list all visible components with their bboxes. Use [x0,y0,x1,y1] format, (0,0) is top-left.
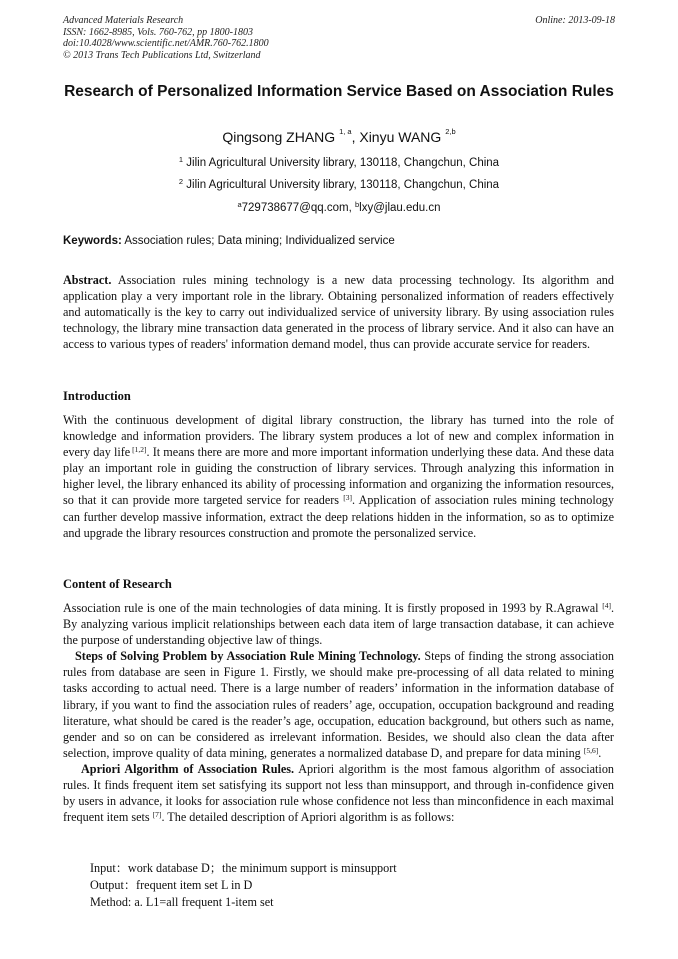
apriori-label: Apriori Algorithm of Association Rules. [81,761,295,776]
affiliation-2-sup: 2 [178,177,184,186]
affiliation-2 [63,179,615,191]
affiliation-2-text: Jilin Agricultural University library, 130118, Changchun, China [186,179,500,191]
algorithm-method: Method: a. L1=all frequent 1-item set [90,895,274,909]
content-heading: Content of Research [63,577,172,591]
doi: doi:10.4028/www.scientific.net/AMR.760-762.1800 [63,38,269,49]
abstract-text: Association rules mining technology is a new data processing technology. Its algorithm and application play a very important role in the library. Obtaining personalized information of readers effectively and automatically is the key to carry out individualized service of university library. By using association rules technology, the library mine transaction data generated in the process of library service. And it also can have an access to various types of readers' information demand model, thus can provide accurate service for readers. [63,273,614,352]
apriori-paragraph [63,761,614,825]
citation-7: [7] [152,810,162,820]
online-date: Online: 2013-09-18 [535,15,615,26]
citation-5-6: [5,6] [583,745,599,755]
intro-text-3: . Application of association rules mining technology can further develop massive information, extract the deep relations hidden in the information, so as to optimize and upgrade the library resources construction and promote the personalized service. [63,493,614,540]
paper-title: Research of Personalized Information Service Based on Association Rules [64,83,614,100]
intro-text-2: . It means there are more and more important information underlying these data. And these data play an important role in guiding the construction of library services. Through analyzing this information in higher level, the library enhanced its ability of processing information and organizing the information resources, so that it can provide more targeted service for readers [63,445,614,508]
email-a: 729738677@qq.com, [241,202,355,214]
author-1: Qingsong ZHANG [222,129,336,145]
affiliation-1-sup: 1 [178,155,184,164]
content-paragraphs [63,600,614,825]
algorithm-input: Input：work database D；the minimum support is minsupport [90,861,397,875]
steps-label: Steps of Solving Problem by Association Rule Mining Technology. [75,649,421,664]
keywords-label: Keywords: [63,235,122,247]
journal-name: Advanced Materials Research [63,15,184,26]
algorithm-output: Output：frequent item set L in D [90,878,253,892]
citation-1-2: [1,2] [130,445,147,455]
content-text-1: Association rule is one of the main technologies of data mining. It is firstly proposed in 1993 by R.Agrawal [63,601,603,615]
author-2-sup: 2,b [445,127,456,136]
apriori-end: . The detailed description of Apriori algorithm is as follows: [161,810,455,825]
steps-paragraph [63,648,614,761]
journal-header [63,15,615,61]
keywords-text: Association rules; Data mining; Individualized service [121,235,395,247]
introduction-paragraph [63,412,614,541]
introduction-heading: Introduction [63,389,131,403]
intro-text-1: With the continuous development of digital library construction, the library has turned into the role of knowledge and information providers. The library system produces a lot of new and complex information in every day life [63,413,614,460]
citation-3: [3] [343,493,353,503]
content-text-2: . By analyzing various implicit relationships between each data item of large transaction database, it can achieve the purpose of understanding objective law of things. [63,601,614,648]
abstract-label: Abstract. [63,273,112,287]
steps-end: . [598,745,602,760]
author-line [63,129,615,145]
email-a-sup: a [237,200,242,209]
author-1-sup: 1, a [339,127,352,136]
apriori-text: Apriori algorithm is the most famous algorithm of association rules. It finds frequent item set satisfying its support not less than minsupport, and through in-confidence given by users in advance, it looks for association rule whose confidence not less than minconfidence in each maximal frequent item sets [63,761,615,825]
affiliation-1-text: Jilin Agricultural University library, 130118, Changchun, China [186,157,500,169]
keywords [63,235,615,247]
copyright: © 2013 Trans Tech Publications Ltd, Switzerland [63,49,261,61]
email-b-sup: b [354,200,360,209]
author-2: Xinyu WANG [359,129,442,145]
affiliation-1 [63,157,615,169]
citation-4: [4] [602,601,611,610]
issn: ISSN: 1662-8985, Vols. 760-762, pp 1800-1803 [63,26,253,38]
email-b: lxy@jlau.edu.cn [359,202,441,214]
author-emails [63,202,615,214]
steps-text: Steps of finding the strong association rules from database are seen in Figure 1. Firstly, we should make pre-processing of all data related to mining tasks according to actual need. There is a large number of readers’ information in the information database of library, if you want to find the association rules of readers’ age, occupation, occupation background and reading literature, what should be cared is the reader’s age, occupation, education background, but others such as name, gender and so on can be considered as irrelevant information. Besides, we should also clean the data after selection, improve quality of data mining, generates a normalized database D, and prepare for data mining [63,649,615,760]
abstract [63,272,614,352]
author-separator: , [351,129,360,145]
